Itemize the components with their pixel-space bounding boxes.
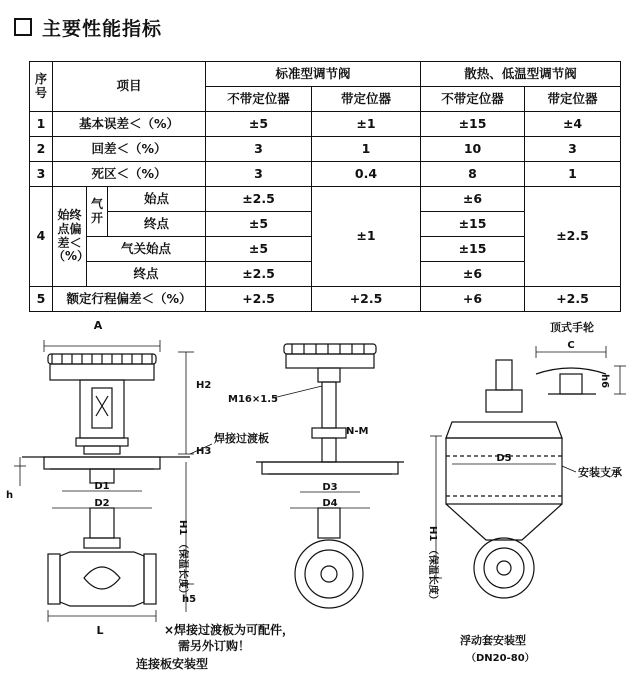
row-item: 基本误差＜（%） [53,112,206,137]
label-A: A [93,319,103,332]
table-row [30,187,621,212]
header-positioner: 带定位器 [525,87,621,112]
cell-value: ±15 [421,112,525,137]
cell-value: 1 [525,162,621,187]
row-item: 额定行程偏差＜（%） [53,287,206,312]
cell-value: ±5 [206,212,312,237]
label-H1-left: H1 （保温长度） [177,520,188,599]
row-number: 4 [30,187,53,287]
middle-valve-drawing [256,344,404,608]
header-no-positioner: 不带定位器 [206,87,312,112]
cell-value: 3 [525,137,621,162]
top-handwheel-label: 顶式手轮 [550,321,594,334]
table-row [30,162,621,187]
note-line-2: 需另外订购！ [178,639,251,653]
label-H1-right: H1 （保温长度） [427,526,438,605]
cell-value: ±2.5 [525,187,621,287]
row-item: 回差＜（%） [53,137,206,162]
header-item: 项目 [53,62,206,112]
section-heading [14,12,162,42]
cell-value: ±4 [525,112,621,137]
cell-value: 10 [421,137,525,162]
label-D3: D3 [322,482,338,493]
label-H3: H3 [196,446,212,457]
row-number: 2 [30,137,53,162]
left-caption: 连接板安装型 [136,657,209,671]
weld-plate-label: 焊接过渡板 [214,432,269,445]
header-no-positioner: 不带定位器 [421,87,525,112]
section-title: 主要性能指标 [42,17,163,40]
header-positioner: 带定位器 [312,87,421,112]
cell-value: ±2.5 [206,262,312,287]
sub-item: 终点 [108,212,206,237]
label-D2: D2 [94,498,110,509]
row-group-label: 始终点偏差＜（%） [53,187,87,287]
label-D4: D4 [322,498,338,509]
table-row [30,137,621,162]
note-line-1: ×焊接过渡板为可配件， [164,623,295,637]
sub-item: 终点 [87,262,206,287]
label-H2: H2 [196,380,212,391]
row-item: 死区＜（%） [53,162,206,187]
label-h5: h5 [182,594,197,605]
label-h: h [6,490,14,501]
label-NM: N-M [346,426,369,437]
right-caption-1: 浮动套安装型 [460,634,526,647]
cell-value: +2.5 [525,287,621,312]
cell-value: ±15 [421,237,525,262]
cell-value: 0.4 [312,162,421,187]
cell-value: ±6 [421,187,525,212]
checkbox-square-icon [14,18,32,36]
cell-value: ±6 [421,262,525,287]
sub-item: 气关始点 [87,237,206,262]
cell-value: 3 [206,162,312,187]
label-D1: D1 [94,481,110,492]
table-row [30,287,621,312]
label-M16: M16×1.5 [228,394,278,405]
cell-value: ±15 [421,212,525,237]
header-heat-valve: 散热、低温型调节阀 [421,62,621,87]
cell-value: ±2.5 [206,187,312,212]
cell-value: ±5 [206,237,312,262]
table-row [30,112,621,137]
header-seq: 序号 [30,62,53,112]
row-number: 3 [30,162,53,187]
row-number: 1 [30,112,53,137]
installation-drawings [0,316,636,684]
cell-value: 8 [421,162,525,187]
cell-value: +6 [421,287,525,312]
label-h6: h6 [599,374,610,389]
cell-value: 1 [312,137,421,162]
label-D5: D5 [496,453,512,464]
cell-value: ±5 [206,112,312,137]
header-standard-valve: 标准型调节阀 [206,62,421,87]
performance-spec-table [29,61,621,312]
cell-value: ±1 [312,187,421,287]
row-number: 5 [30,287,53,312]
cell-value: ±1 [312,112,421,137]
cell-value: 3 [206,137,312,162]
sub-item: 始点 [108,187,206,212]
bracket-label: 安装支承 [578,466,622,479]
air-open-label: 气开 [87,187,108,237]
cell-value: +2.5 [206,287,312,312]
right-caption-2: （DN20-80） [466,653,535,664]
cell-value: +2.5 [312,287,421,312]
label-C: C [567,340,575,351]
label-L: L [96,624,104,637]
